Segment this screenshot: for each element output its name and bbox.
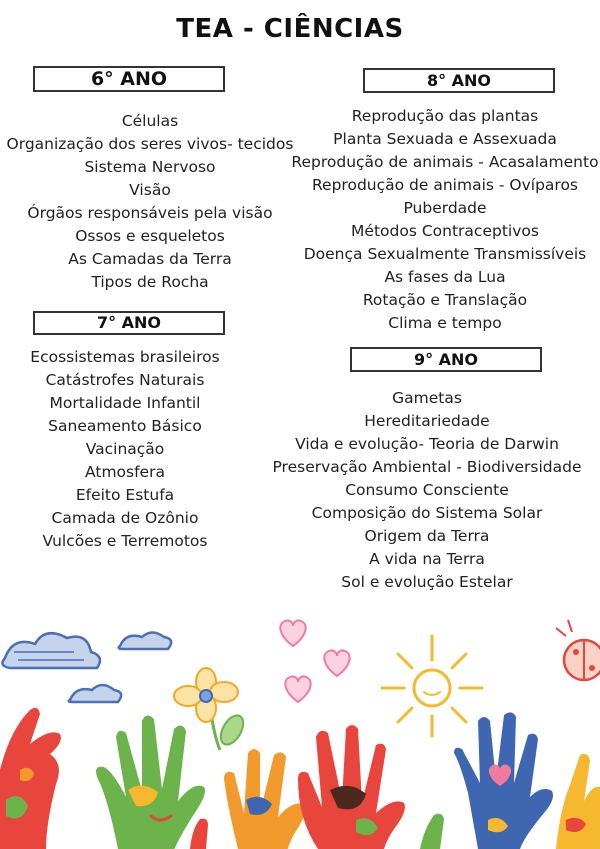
- list-item: As fases da Lua: [384, 268, 506, 286]
- painted-hand-icon: [224, 749, 305, 849]
- list-item: Sistema Nervoso: [84, 158, 216, 176]
- list-item: Mortalidade Infantil: [49, 394, 201, 412]
- heading-8-ano: [363, 68, 555, 93]
- heart-icon: [280, 620, 305, 646]
- list-item: A vida na Terra: [369, 550, 485, 568]
- list-item: Planta Sexuada e Assexuada: [333, 130, 557, 148]
- cloud-icon: [119, 633, 172, 650]
- list-item: Vacinação: [85, 440, 165, 458]
- list-7-ano: [0, 346, 260, 553]
- list-item: Vida e evolução- Teoria de Darwin: [295, 435, 559, 453]
- cloud-icon: [2, 633, 99, 668]
- decorative-illustration: [0, 600, 600, 849]
- list-item: Vulcões e Terremotos: [42, 532, 208, 550]
- heading-6-ano: [33, 66, 225, 92]
- painted-hand-icon: [454, 712, 553, 849]
- list-item: Clima e tempo: [388, 314, 502, 332]
- list-item: Efeito Estufa: [75, 486, 175, 504]
- list-item: Órgãos responsáveis pela visão: [27, 204, 273, 222]
- list-item: Visão: [129, 181, 171, 199]
- heading-9-ano-label: 9° ANO: [413, 350, 479, 369]
- heading-9-ano: [350, 347, 542, 372]
- list-item: Rotação e Translação: [362, 291, 528, 309]
- list-item: Saneamento Básico: [48, 417, 202, 435]
- page-title: TEA - CIÊNCIAS: [176, 14, 404, 44]
- list-item: Ossos e esqueletos: [75, 227, 225, 245]
- sun-icon: [382, 636, 482, 736]
- list-item: Tipos de Rocha: [91, 273, 209, 291]
- list-item: Reprodução das plantas: [351, 107, 539, 125]
- heart-icon: [324, 650, 349, 676]
- ladybug-icon: [556, 620, 600, 680]
- list-item: Consumo Consciente: [345, 481, 509, 499]
- painted-hand-icon: [0, 708, 61, 849]
- list-item: Origem da Terra: [364, 527, 490, 545]
- list-item: Catástrofes Naturais: [45, 371, 205, 389]
- list-item: Ecossistemas brasileiros: [30, 348, 220, 366]
- heart-icon: [285, 676, 310, 702]
- list-item: Doença Sexualmente Transmissíveis: [303, 245, 587, 263]
- list-9-ano: [272, 387, 582, 594]
- list-item: Camada de Ozônio: [51, 509, 199, 527]
- painted-hand-icon: [298, 725, 405, 849]
- list-item: Composição do Sistema Solar: [311, 504, 543, 522]
- heading-8-ano-label: 8° ANO: [426, 71, 492, 90]
- heading-7-ano: [33, 311, 225, 335]
- list-8-ano: [290, 105, 600, 335]
- list-item: Hereditariedade: [364, 412, 490, 430]
- list-item: Preservação Ambiental - Biodiversidade: [272, 458, 582, 476]
- list-item: Células: [121, 112, 179, 130]
- list-item: Organização dos seres vivos- tecidos: [6, 135, 294, 153]
- list-item: Métodos Contraceptivos: [351, 222, 539, 240]
- heading-6-ano-label: 6° ANO: [90, 68, 168, 90]
- list-item: Puberdade: [403, 199, 487, 217]
- painted-hand-icon: [556, 754, 600, 849]
- list-item: Atmosfera: [85, 463, 165, 481]
- heading-7-ano-label: 7° ANO: [96, 313, 162, 332]
- list-6-ano: [0, 110, 300, 294]
- list-item: Gametas: [392, 389, 462, 407]
- list-item: Reprodução de animais - Acasalamento: [291, 153, 599, 171]
- painted-hand-icon: [96, 715, 205, 849]
- list-item: Sol e evolução Estelar: [341, 573, 513, 591]
- list-item: Reprodução de animais - Ovíparos: [311, 176, 579, 194]
- list-item: As Camadas da Terra: [68, 250, 232, 268]
- cloud-icon: [69, 685, 122, 702]
